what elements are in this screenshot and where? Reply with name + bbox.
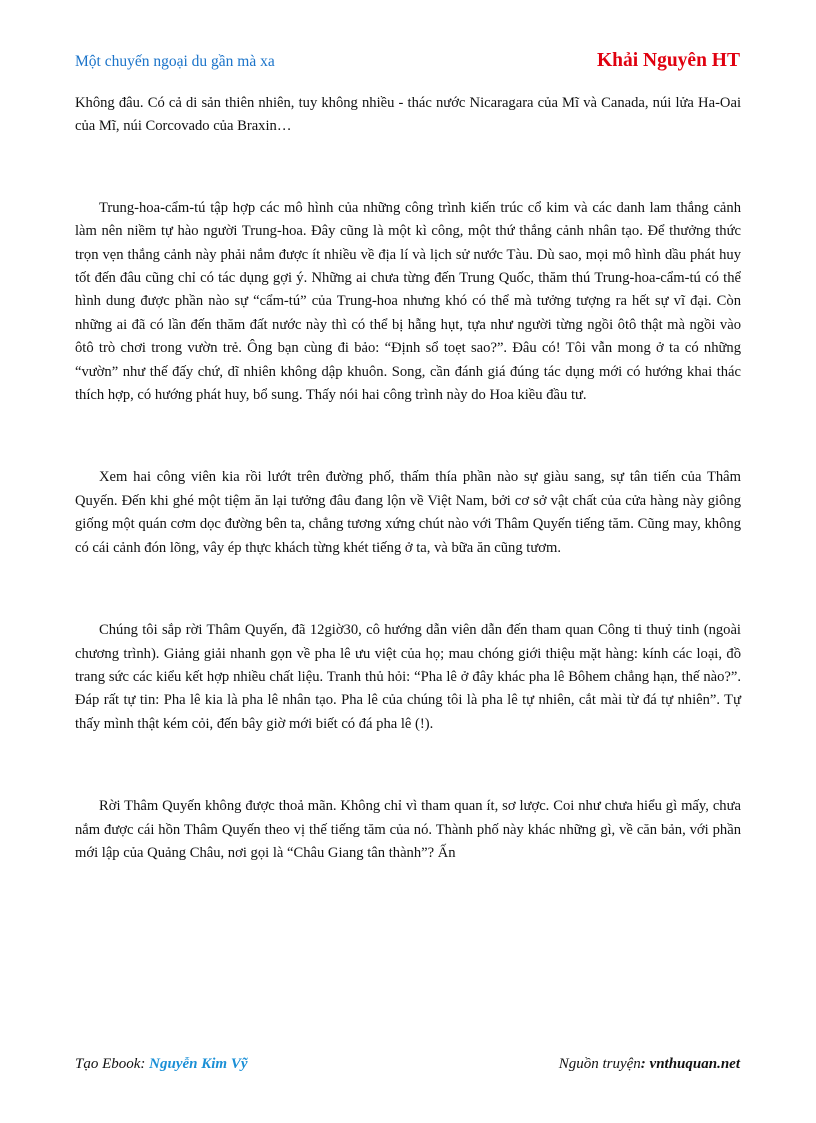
paragraph-4: Chúng tôi sắp rời Thâm Quyến, đã 12giờ30, cô hướng dẫn viên dẫn đến tham quan Công ti thuỷ tinh (ngoài chương trình). Giảng giải nhanh gọn về pha lê ưu việt của họ; mau chóng giới thiệu mặt hàng: kính các loại, đồ trang sức các kiểu kết hợp nhiều chất liệu. Tranh thủ hỏi: “Pha lê ở đây khác pha lê Bôhem chẳng hạn, thế nào?”. Đáp rất tự tin: Pha lê kia là pha lê nhân tạo. Pha lê của chúng tôi là pha lê tự nhiên, cắt mài từ đá tự nhiên”. Tự thấy mình thật kém cỏi, đến bây giờ mới biết có đá pha lê (!). xyxy=(75,622,741,732)
source-separator: : xyxy=(640,1056,650,1072)
ebook-credit xyxy=(75,1056,248,1073)
page-header xyxy=(75,50,740,76)
paragraph-2: Trung-hoa-cẩm-tú tập hợp các mô hình của những công trình kiến trúc cổ kim và các danh lam thắng cảnh làm nên niềm tự hào người Trung-hoa. Đây cũng là một kì công, một thứ thắng cảnh nhân tạo. Để thưởng thức trọn vẹn thắng cảnh này phải nắm được ít nhiều về địa lí và lịch sử nước Tàu. Dù sao, mọi mô hình dầu phát huy tốt đến đâu cũng chỉ có tác dụng gợi ý. Những ai chưa từng đến Trung Quốc, thăm thú Trung-hoa-cẩm-tú có thể hình dung được phần nào sự “cẩm-tú” của Trung-hoa nhưng khó có thể mà tưởng tượng ra hết sự vĩ đại. Còn những ai đã có lần đến thăm đất nước này thì có thể bị hẫng hụt, tựa như người từng ngồi ôtô thật mà ngồi vào ôtô trò chơi trong vườn trẻ. Ông bạn cùng đi bảo: “Định sổ toẹt sao?”. Đâu có! Tôi vẫn mong ở ta có những “vườn” như thế đấy chứ, dĩ nhiên không dập khuôn. Song, cần đánh giá đúng tác dụng mới có hướng khai thác thích hợp, có hướng phát huy, bổ sung. Thấy nói hai công trình này do Hoa kiều đầu tư. xyxy=(75,199,741,404)
source-label: Nguồn truyện xyxy=(558,1056,641,1072)
page-footer xyxy=(75,1056,740,1078)
ebook-creator-link[interactable]: Nguyễn Kim Vỹ xyxy=(149,1056,248,1072)
book-title: Một chuyến ngoại du gần mà xa xyxy=(75,53,275,70)
author-name: Khải Nguyên HT xyxy=(596,50,740,71)
source-site-link[interactable]: vnthuquan.net xyxy=(649,1056,740,1072)
paragraph-5: Rời Thâm Quyến không được thoả mãn. Không chỉ vì tham quan ít, sơ lược. Coi như chưa hiểu gì mấy, chưa nắm được cái hồn Thâm Quyến theo vị thế tiếng tăm của nó. Thành phố này khác những gì, về căn bản, với phần mới lập của Quảng Châu, nơi gọi là “Châu Giang tân thành”? Ấn xyxy=(75,798,741,861)
paragraph-1: Không đâu. Có cả di sản thiên nhiên, tuy không nhiều - thác nước Nicaragara của Mĩ và Canada, núi lửa Ha-Oai của Mĩ, núi Corcovado của Braxin… xyxy=(75,95,741,135)
paragraph-3: Xem hai công viên kia rồi lướt trên đường phố, thấm thía phần nào sự giàu sang, sự tân tiến của Thâm Quyến. Đến khi ghé một tiệm ăn lại tưởng đâu đang lộn về Việt Nam, bởi cơ sở vật chất của cửa hàng này giông giống một quán cơm dọc đường bên ta, chẳng tương xứng chút nào với Thâm Quyến tiếng tăm. Cũng may, không có cái cảnh đón lõng, vây ép thực khách từng khét tiếng ở ta, và bữa ăn cũng tươm. xyxy=(75,469,741,556)
page-body xyxy=(75,92,741,924)
ebook-label: Tạo Ebook xyxy=(75,1056,141,1072)
source-credit xyxy=(559,1056,740,1073)
ebook-separator: : xyxy=(140,1056,150,1072)
